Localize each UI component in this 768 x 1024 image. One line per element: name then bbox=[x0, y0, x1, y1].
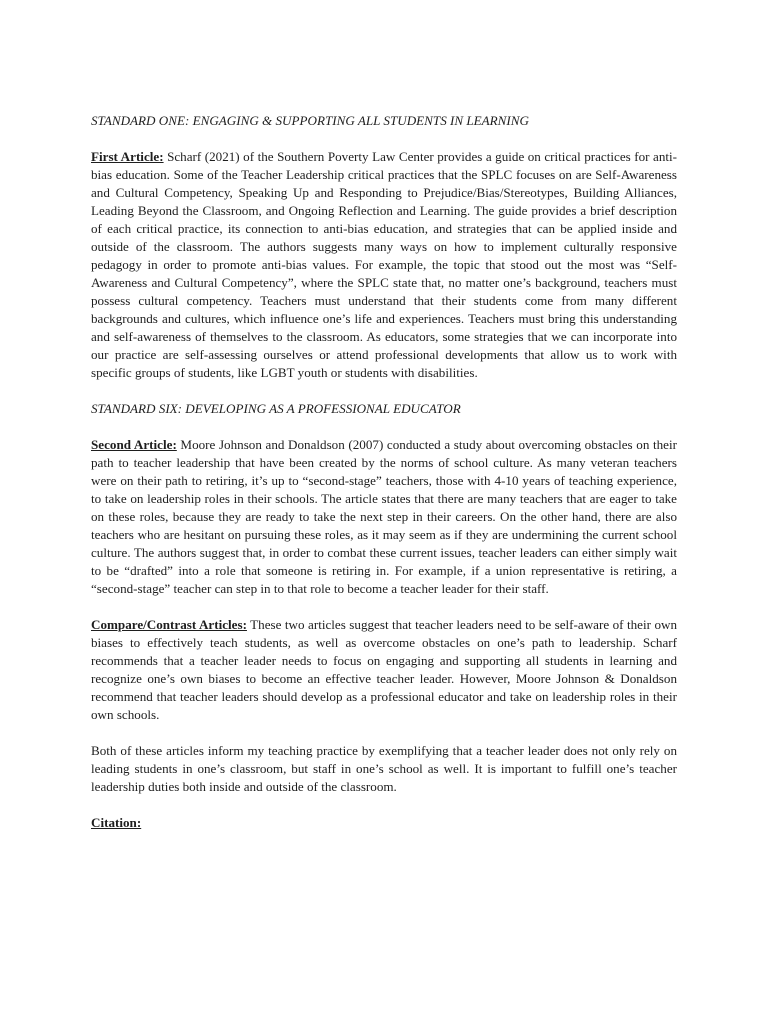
reflection-paragraph: Both of these articles inform my teaching practice by exemplifying that a teacher leader does not only rely on leading students in one’s classroom, but staff in one’s school as well. It is important to fulfill one’s teacher leadership duties both inside and outside of the classroom. bbox=[91, 743, 677, 794]
second-article-label: Second Article: bbox=[91, 437, 177, 452]
compare-contrast-text: These two articles suggest that teacher leaders need to be self-aware of their own biases to effectively teach students, as well as overcome obstacles on one’s path to leadership. Scharf recommends that a teacher leader needs to focus on engaging and supporting all students in learning and recognize one’s own biases to become an effective teacher leader. However, Moore Johnson & Donaldson recommend that teacher leaders should develop as a professional educator and take on leadership roles in their own schools. bbox=[91, 617, 677, 722]
first-article-label: First Article: bbox=[91, 149, 164, 164]
standard-one-heading: STANDARD ONE: ENGAGING & SUPPORTING ALL STUDENTS IN LEARNING bbox=[91, 113, 529, 128]
first-article-text: Scharf (2021) of the Southern Poverty Law Center provides a guide on critical practices for anti-bias education. Some of the Teacher Leadership critical practices that the SPLC focuses on are Self-Awareness and Cultural Competency, Speaking Up and Responding to Prejudice/Bias/Stereotypes, Building Alliances, Leading Beyond the Classroom, and Ongoing Reflection and Learning. The guide provides a brief description of each critical practice, its connection to anti-bias education, and strategies that can be applied inside and outside of the classroom. The authors suggests many ways on how to implement culturally responsive pedagogy in order to promote anti-bias values. For example, the topic that stood out the most was “Self-Awareness and Cultural Competency”, where the SPLC state that, no matter one’s background, teachers must possess cultural competency. Teachers must understand that their students come from many different backgrounds and cultures, which influence one’s life and experiences. Teachers must bring this understanding and self-awareness of themselves to the classroom. As educators, some strategies that we can incorporate into our practice are self-assessing ourselves or attend professional developments that allow us to work with specific groups of students, like LGBT youth or students with disabilities. bbox=[91, 149, 678, 380]
standard-six-heading: STANDARD SIX: DEVELOPING AS A PROFESSIONAL EDUCATOR bbox=[91, 401, 461, 416]
second-article-paragraph bbox=[91, 436, 677, 598]
citation-label: Citation: bbox=[91, 815, 142, 830]
first-article-paragraph bbox=[91, 148, 677, 382]
document-page bbox=[91, 112, 677, 832]
second-article-text: Moore Johnson and Donaldson (2007) conducted a study about overcoming obstacles on their path to teacher leadership that have been created by the norms of school culture. As many veteran teachers were on their path to retiring, it’s up to “second-stage” teachers, those with 4-10 years of teaching experience, to take on leadership roles in their schools. The article states that there are many teachers that are eager to take on these roles, because they are ready to take the next step in their careers. On the other hand, there are also teachers who are hesitant on pursuing these roles, as it may seem as if they are undermining the current school culture. The authors suggest that, in order to combat these current issues, teacher leaders can either simply wait to be “drafted” into a role that someone is retiring in. For example, if a union representative is retiring, a “second-stage” teacher can step in to that role to become a teacher leader for their staff. bbox=[91, 437, 677, 596]
compare-contrast-label: Compare/Contrast Articles: bbox=[91, 617, 247, 632]
compare-contrast-paragraph bbox=[91, 616, 677, 724]
